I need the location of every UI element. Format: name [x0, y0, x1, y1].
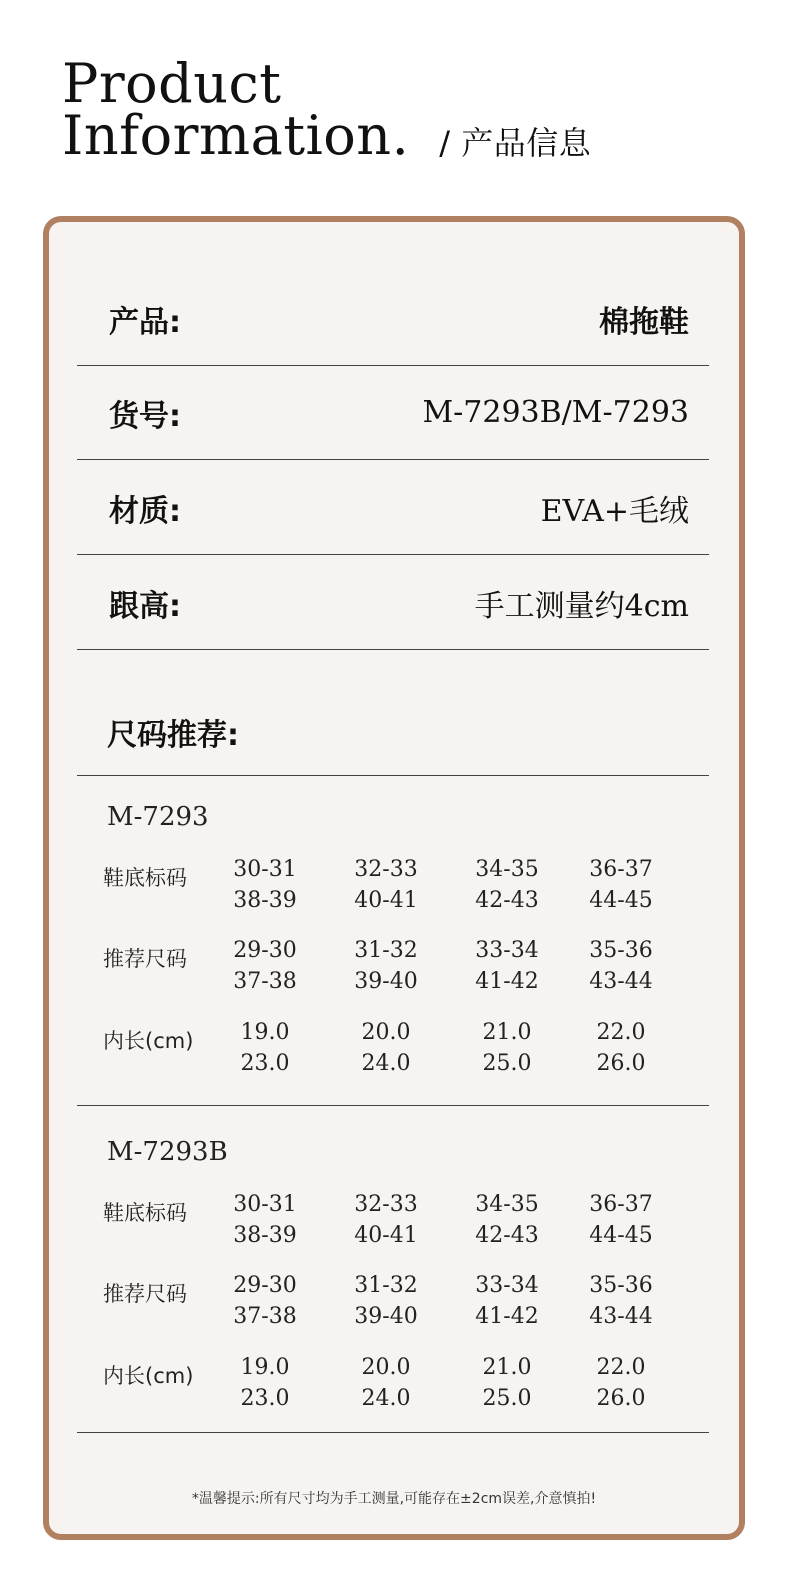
cell-top: 20.0	[361, 1020, 411, 1045]
size-cell	[566, 935, 676, 997]
info-value: 手工测量约4cm	[474, 588, 689, 624]
row-label: 鞋底标码	[103, 1201, 187, 1225]
cell-top: 36-37	[589, 857, 653, 882]
row-label: 鞋底标码	[103, 866, 187, 890]
cell-top: 22.0	[596, 1020, 646, 1045]
size-cell	[210, 854, 320, 916]
info-value: M-7293B/M-7293	[422, 395, 689, 430]
cell-bottom: 38-39	[233, 888, 297, 913]
size-cell	[566, 1270, 676, 1332]
info-row-material	[77, 461, 709, 555]
size-cell	[452, 1352, 562, 1414]
info-label: 货号:	[109, 398, 181, 434]
info-row-product	[77, 272, 709, 366]
cell-top: 22.0	[596, 1355, 646, 1380]
cell-bottom: 44-45	[589, 888, 653, 913]
info-label: 产品:	[109, 304, 181, 340]
size-cell	[331, 854, 441, 916]
cell-top: 34-35	[475, 1192, 539, 1217]
divider	[77, 1432, 709, 1433]
cell-bottom: 40-41	[354, 888, 418, 913]
size-cell	[566, 1017, 676, 1079]
cell-bottom: 41-42	[475, 1304, 539, 1329]
cell-bottom: 37-38	[233, 1304, 297, 1329]
size-cell	[452, 1189, 562, 1251]
cell-bottom: 23.0	[240, 1051, 290, 1076]
cell-bottom: 25.0	[482, 1051, 532, 1076]
cell-bottom: 26.0	[596, 1386, 646, 1411]
title-line-2: Information.	[62, 104, 410, 167]
size-cell	[452, 1017, 562, 1079]
model-name: M-7293	[107, 802, 209, 832]
cell-bottom: 41-42	[475, 969, 539, 994]
info-card	[43, 216, 745, 1540]
cell-bottom: 39-40	[354, 969, 418, 994]
size-cell	[452, 935, 562, 997]
size-section-title	[77, 688, 709, 776]
cell-bottom: 43-44	[589, 969, 653, 994]
info-row-heel-height	[77, 556, 709, 650]
divider	[77, 1105, 709, 1106]
cell-bottom: 24.0	[361, 1051, 411, 1076]
size-cell	[210, 1352, 320, 1414]
row-label: 内长(cm)	[103, 1029, 194, 1053]
cell-bottom: 44-45	[589, 1223, 653, 1248]
size-table-m7293b	[77, 1137, 709, 1437]
cell-top: 19.0	[240, 1020, 290, 1045]
size-cell	[566, 1189, 676, 1251]
row-label: 内长(cm)	[103, 1364, 194, 1388]
cell-top: 31-32	[354, 938, 418, 963]
size-table-m7293	[77, 802, 709, 1102]
info-label: 跟高:	[109, 588, 181, 624]
model-name: M-7293B	[107, 1137, 228, 1167]
cell-bottom: 39-40	[354, 1304, 418, 1329]
cell-top: 30-31	[233, 857, 297, 882]
cell-top: 29-30	[233, 1273, 297, 1298]
cell-bottom: 24.0	[361, 1386, 411, 1411]
size-title: 尺码推荐:	[107, 717, 239, 753]
size-row	[77, 854, 709, 918]
info-value: EVA+毛绒	[540, 493, 689, 529]
size-row	[77, 1017, 709, 1081]
title-line-2-wrap	[62, 104, 592, 169]
cell-top: 32-33	[354, 1192, 418, 1217]
cell-top: 29-30	[233, 938, 297, 963]
size-cell	[452, 1270, 562, 1332]
size-row	[77, 935, 709, 999]
cell-top: 35-36	[589, 938, 653, 963]
cell-top: 21.0	[482, 1355, 532, 1380]
cell-top: 33-34	[475, 938, 539, 963]
info-row-item-number	[77, 366, 709, 460]
cell-top: 35-36	[589, 1273, 653, 1298]
size-cell	[210, 1270, 320, 1332]
size-row	[77, 1270, 709, 1334]
measurement-note: *温馨提示:所有尺寸均为手工测量,可能存在±2cm误差,介意慎拍!	[191, 1491, 597, 1507]
cell-top: 30-31	[233, 1192, 297, 1217]
size-cell	[331, 935, 441, 997]
cell-bottom: 23.0	[240, 1386, 290, 1411]
size-cell	[566, 854, 676, 916]
subtitle: / 产品信息	[439, 124, 592, 162]
size-cell	[566, 1352, 676, 1414]
cell-top: 33-34	[475, 1273, 539, 1298]
cell-bottom: 43-44	[589, 1304, 653, 1329]
size-row	[77, 1189, 709, 1253]
cell-bottom: 25.0	[482, 1386, 532, 1411]
cell-top: 32-33	[354, 857, 418, 882]
cell-bottom: 26.0	[596, 1051, 646, 1076]
cell-top: 34-35	[475, 857, 539, 882]
title-line-1: Product	[62, 52, 282, 115]
page-header	[62, 52, 592, 169]
size-row	[77, 1352, 709, 1416]
row-label: 推荐尺码	[103, 947, 187, 971]
size-cell	[210, 935, 320, 997]
cell-bottom: 37-38	[233, 969, 297, 994]
size-cell	[331, 1189, 441, 1251]
size-cell	[210, 1189, 320, 1251]
cell-bottom: 38-39	[233, 1223, 297, 1248]
size-cell	[331, 1270, 441, 1332]
cell-top: 19.0	[240, 1355, 290, 1380]
cell-bottom: 42-43	[475, 1223, 539, 1248]
row-label: 推荐尺码	[103, 1282, 187, 1306]
cell-top: 20.0	[361, 1355, 411, 1380]
cell-bottom: 40-41	[354, 1223, 418, 1248]
size-cell	[331, 1017, 441, 1079]
info-value: 棉拖鞋	[599, 304, 689, 340]
cell-bottom: 42-43	[475, 888, 539, 913]
cell-top: 36-37	[589, 1192, 653, 1217]
size-cell	[452, 854, 562, 916]
size-cell	[331, 1352, 441, 1414]
info-label: 材质:	[109, 493, 181, 529]
cell-top: 21.0	[482, 1020, 532, 1045]
cell-top: 31-32	[354, 1273, 418, 1298]
size-cell	[210, 1017, 320, 1079]
